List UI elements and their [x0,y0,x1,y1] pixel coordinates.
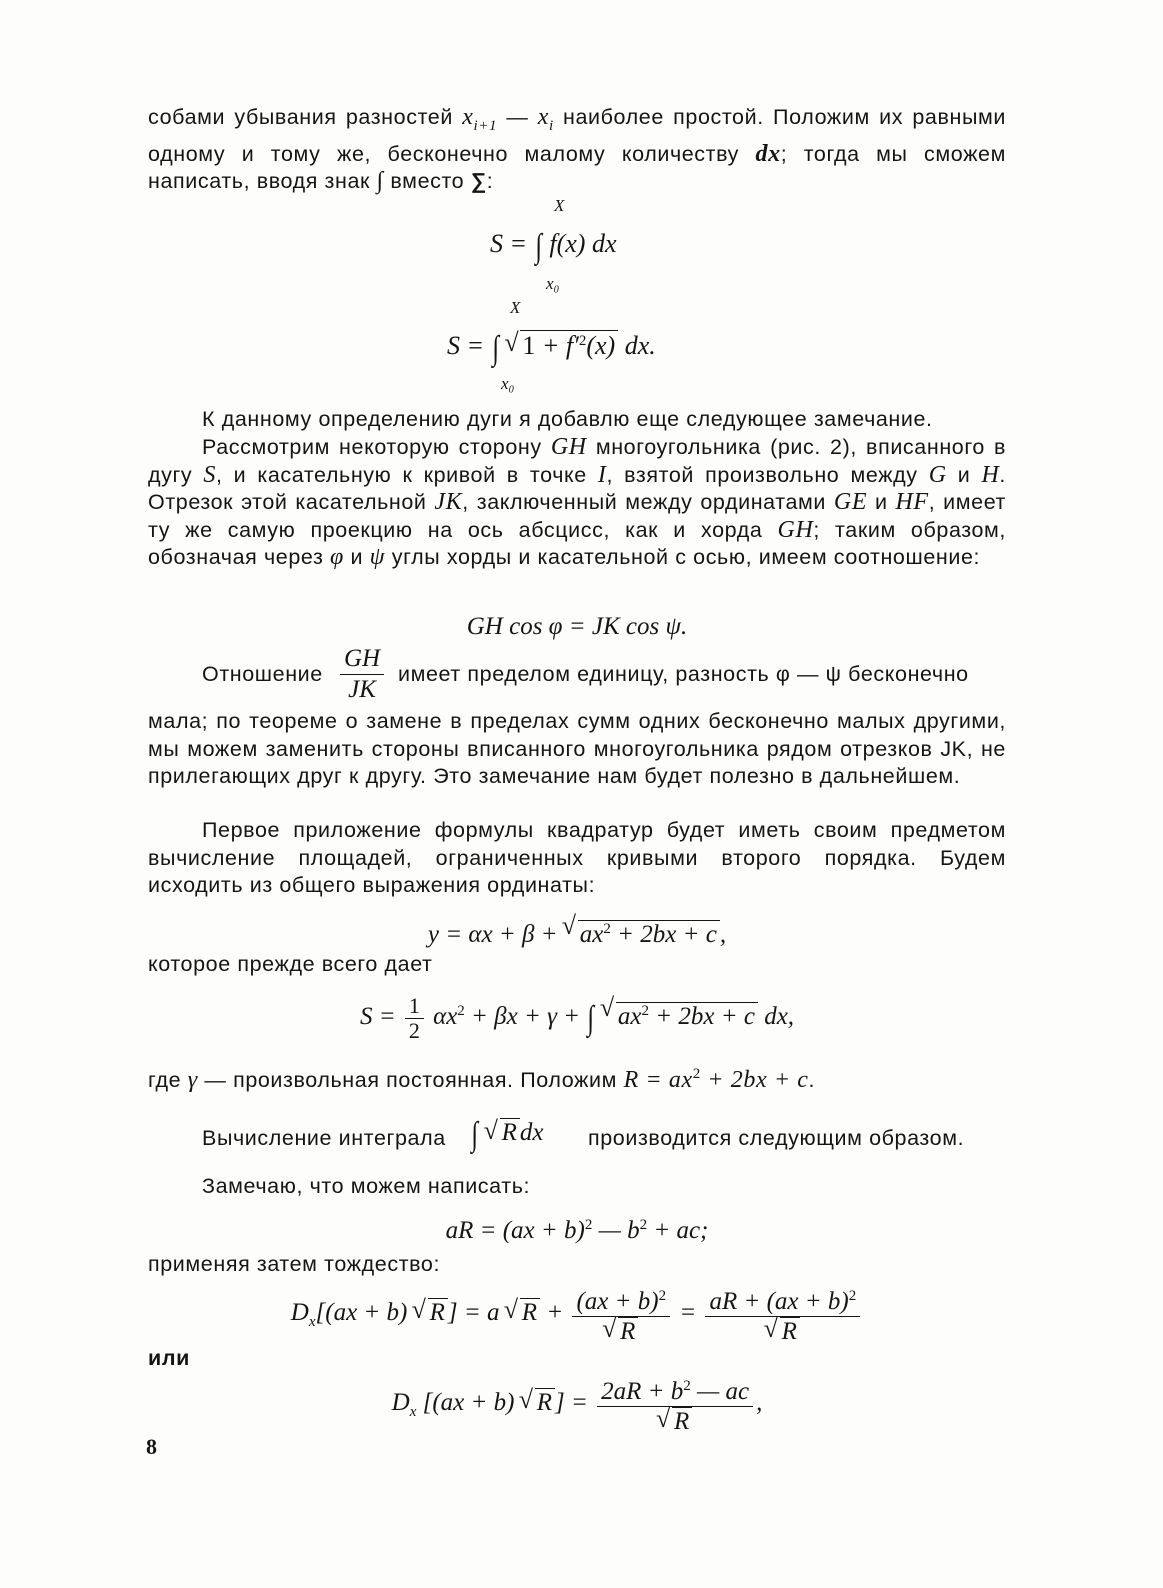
integral-expression: ∫ √ R dx [470,1116,543,1154]
eq1-lhs: S = [490,229,528,258]
eq1-lower-limit: x₀ [546,274,560,293]
text-integral-after: производится следующим образом. [588,1126,965,1150]
equation-7: $D_x[(ax + b)$ √ R ] = a √ R + (ax + b)$^2$ √ R = aR + (ax + b)$^2$ √ R [148,1282,1006,1348]
ratio-before: Отношение [202,662,323,686]
eq2-lower-limit: x₀ [501,374,515,393]
eq2-lhs: S = [447,331,485,360]
paragraph-first-application: Первое приложение формулы квадратур будет иметь своим предметом вычисление площадей, ограниченных кривыми второго порядка. Будем исходить из общего выражения ординаты: [148,818,1006,897]
eq2-upper-limit: X [510,298,521,317]
equation-6: aR = (ax + b)$^2$ — $b^2$ + ac; [445,1217,709,1244]
equation-3: GH cos φ = JK cos ψ. [466,613,688,640]
eq1-upper-limit: X [554,196,565,215]
ratio-after: имеет пределом единицу, разность φ — ψ бесконечно [398,662,969,686]
text-note: Замечаю, что можем написать: [202,1174,531,1198]
text-applying: применяя затем тождество: [148,1252,441,1276]
paragraph-intro [148,104,1006,196]
ratio-numerator: GH [340,644,384,675]
text-or: или [148,1346,190,1370]
integral-sign: ∫ [491,330,499,367]
ratio-fraction [340,644,384,705]
paragraph-remark: К данному определению дуги я добавлю еще следующее замечание. [202,407,933,431]
text-which-gives: которое прежде всего дает [148,952,433,976]
text-where-gamma: где γ — произвольная постоянная. Положим $R = ax^2 + 2bx + c$. [148,1066,816,1093]
intro-text: собами убывания разностей $x_{i+1}$ — $x_i$ наиболее простой. Положим их равными одному и тому же, бесконечно малому количеству dx; тогда мы сможем написать, вводя знак ∫ вместо ∑: [148,104,1006,194]
text-integral-before: Вычисление интеграла [202,1126,446,1150]
equation-4: y = αx + β + √ $ax^2 + 2bx + c$ , [148,914,1006,950]
equation-5: S = $\frac{1}{2}$ $\alpha x^2 + \beta x + \gamma$ + ∫ √ $ax^2 + 2bx + c$ dx, [148,994,1006,1054]
page-number: 8 [146,1434,157,1459]
eq1-integrand: f(x) dx [549,229,617,258]
equation-8: $D_x$ [(ax + b) √ R ] = $2aR + b^2$ — ac √ R , [148,1372,1006,1438]
eq2-integrand: √ $1 + f'^2(x)$ dx. [506,331,655,360]
ratio-denominator: JK [348,676,376,703]
paragraph-consider: Рассмотрим некоторую сторону GH многоугольника (рис. 2), вписанного в дугу S, и касательную к кривой в точке I, взятой произвольно между G и H. Отрезок этой касательной JK, заключенный между ординатами GE и HF, имеет ту же самую проекцию на ось абсцисс, как и хорда GH; таким образом, обозначая через φ и ψ углы хорды и касательной с осью, имеем соотношение: [148,434,1007,570]
paragraph-ratio-continued: мала; по теореме о замене в пределах сумм одних бесконечно малых другими, мы можем заменить стороны вписанного многоугольника рядом отрезков JK, не прилегающих друг к другу. Это замечание нам будет полезно в дальнейшем. [148,709,1006,788]
equation-1 [0,196,1163,296]
equation-2 [0,298,1163,398]
integral-sign: ∫ [534,228,542,265]
